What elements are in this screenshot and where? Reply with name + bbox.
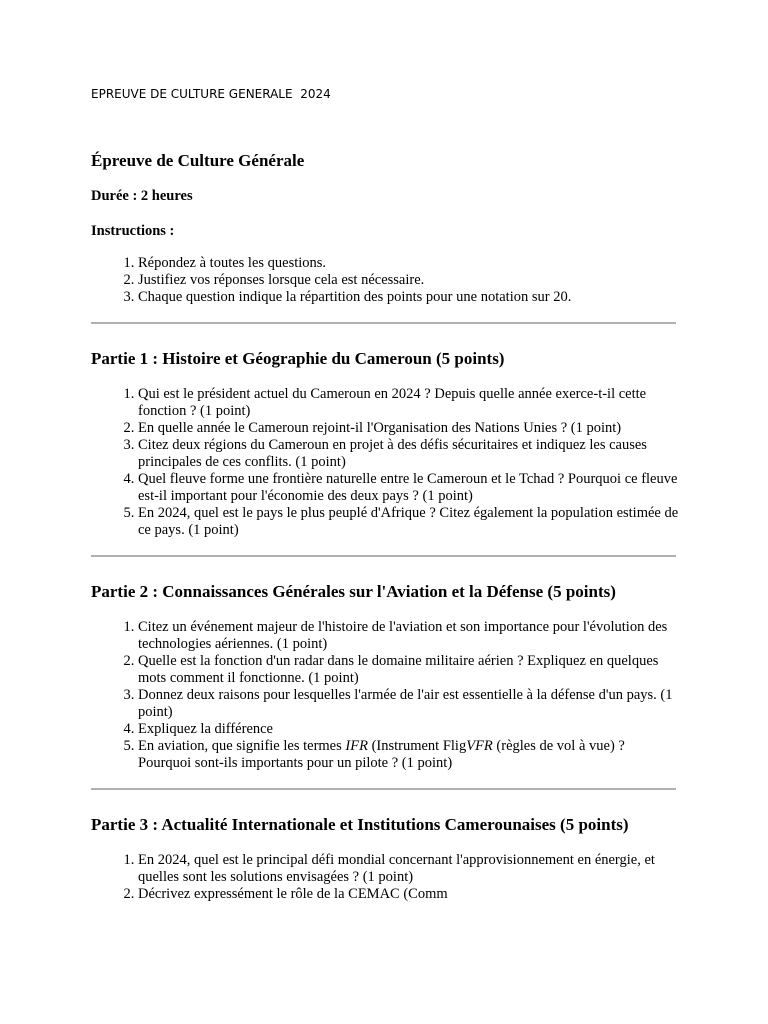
question-item: 1. Citez un événement majeur de l'histoire de l'aviation et son importance pour l'évolution des technologies aériennes. (1 point) <box>138 619 681 653</box>
part-1-questions <box>91 386 681 539</box>
part-1-title: Partie 1 : Histoire et Géographie du Cameroun (5 points) <box>91 349 505 368</box>
question-item <box>138 738 681 772</box>
question-item: 4. Quel fleuve forme une frontière naturelle entre le Cameroun et le Tchad ? Pourquoi ce fleuve est-il important pour l'économie des deux pays ? (1 point) <box>138 471 681 505</box>
part-2-title: Partie 2 : Connaissances Générales sur l'Aviation et la Défense (5 points) <box>91 582 616 601</box>
instruction-item: 1. Répondez à toutes les questions. <box>138 255 681 272</box>
section-divider <box>91 322 676 324</box>
document-header: EPREUVE DE CULTURE GENERALE 2024 <box>91 87 331 101</box>
question-item: 4. Expliquez la différence <box>138 721 681 738</box>
section-divider <box>91 788 676 790</box>
duration-text: Durée : 2 heures <box>91 188 193 204</box>
question-item: 2. En quelle année le Cameroun rejoint-il l'Organisation des Nations Unies ? (1 point) <box>138 420 681 437</box>
instruction-item: 2. Justifiez vos réponses lorsque cela est nécessaire. <box>138 272 681 289</box>
instructions-label: Instructions : <box>91 223 175 239</box>
part-3-questions <box>91 852 681 903</box>
question-item: 2. Quelle est la fonction d'un radar dans le domaine militaire aérien ? Expliquez en quelques mots comment il fonctionne. (1 point) <box>138 653 681 687</box>
question-item: 1. Qui est le président actuel du Cameroun en 2024 ? Depuis quelle année exerce-t-il cette fonction ? (1 point) <box>138 386 681 420</box>
instructions-list <box>91 255 681 306</box>
document-body <box>91 150 681 903</box>
question-item: 1. En 2024, quel est le principal défi mondial concernant l'approvisionnement en énergie, et quelles sont les solutions envisagées ? (1 point) <box>138 852 681 886</box>
instruction-item: 3. Chaque question indique la répartition des points pour une notation sur 20. <box>138 289 681 306</box>
part-2-questions <box>91 619 681 772</box>
q5-text-after: (règles de vol à vue) ? Pourquoi sont-ils importants pour un pilote ? (1 point) <box>138 738 625 771</box>
question-item: 3. Citez deux régions du Cameroun en projet à des défis sécuritaires et indiquez les causes principales de ces conflits. (1 point) <box>138 437 681 471</box>
document-title: Épreuve de Culture Générale <box>91 151 305 170</box>
question-item: 2. Décrivez expressément le rôle de la CEMAC (Comm <box>138 886 681 903</box>
question-item: 5. En 2024, quel est le pays le plus peuplé d'Afrique ? Citez également la population estimée de ce pays. (1 point) <box>138 505 681 539</box>
section-divider <box>91 555 676 557</box>
vfr-term: VFR <box>466 738 493 754</box>
q5-text-before: En aviation, que signifie les termes <box>138 738 346 754</box>
ifr-term: IFR <box>345 738 368 754</box>
q5-text-middle: (Instrument Flig <box>367 738 467 754</box>
question-item: 3. Donnez deux raisons pour lesquelles l'armée de l'air est essentielle à la défense d'un pays. (1 point) <box>138 687 681 721</box>
part-3-title: Partie 3 : Actualité Internationale et Institutions Camerounaises (5 points) <box>91 815 629 834</box>
